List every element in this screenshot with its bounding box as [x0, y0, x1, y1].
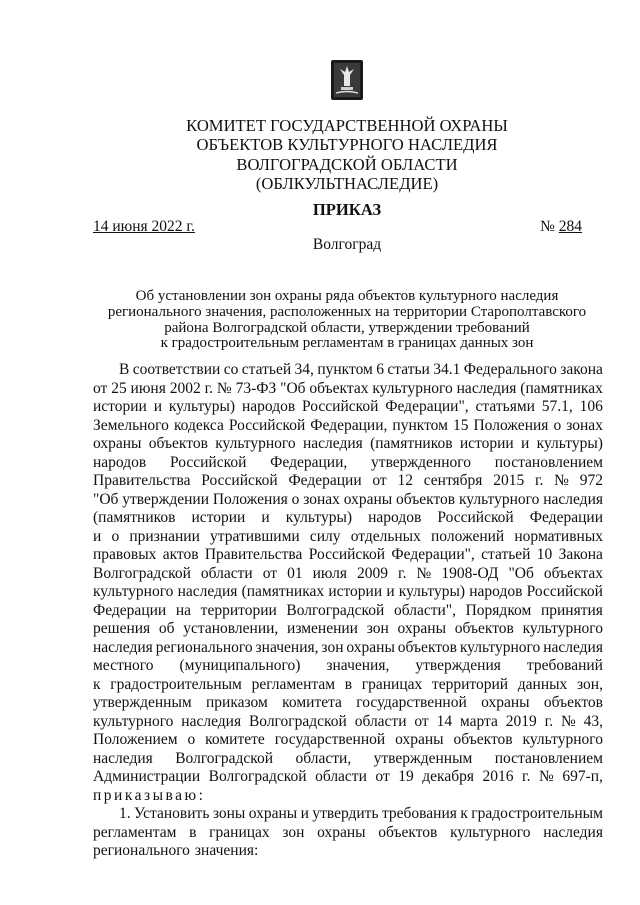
body-word: 12	[397, 472, 413, 489]
body-line	[93, 731, 603, 750]
body-word: области	[354, 712, 407, 730]
body-word: актов	[162, 546, 199, 563]
body-word: 106	[579, 398, 603, 415]
body-word: и	[521, 435, 530, 452]
body-word: зон	[282, 823, 305, 841]
body-word: культурного	[93, 583, 174, 600]
body-word: границах	[209, 823, 270, 841]
body-word: культурного	[522, 731, 603, 748]
body-line	[93, 491, 603, 510]
body-word: о	[291, 490, 300, 508]
body-word: утратившими	[210, 527, 300, 545]
body-word: культуры)	[398, 583, 466, 600]
body-word: регламентам	[251, 675, 336, 693]
body-word: постановлением	[494, 453, 603, 471]
body-word: Волгоградской	[286, 601, 385, 619]
body-line	[93, 805, 603, 824]
body-word: №	[216, 379, 232, 397]
body-word: культурного	[522, 620, 603, 637]
body-word: наследия	[177, 583, 238, 600]
body-word: народов	[368, 509, 422, 526]
body-word: народов	[241, 398, 296, 415]
body-word: объектов	[397, 638, 457, 656]
body-line	[93, 824, 603, 843]
body-word: Федерации	[529, 509, 603, 526]
body-word: народов	[93, 453, 147, 471]
body-word: наследия	[93, 749, 153, 767]
body-word: "Об	[280, 379, 306, 397]
body-word: регионального	[155, 638, 253, 656]
body-word: постановлением	[494, 749, 603, 767]
body-word: пунктом	[392, 416, 448, 434]
body-word: (памятниках	[520, 379, 603, 397]
body-word: Российской	[228, 416, 306, 434]
body-word: о	[187, 731, 196, 748]
body-word: утверждении	[122, 490, 209, 508]
body-word: Волгоградской	[93, 564, 191, 582]
body-word: объектах	[309, 379, 369, 397]
body-word: культурного	[372, 379, 453, 397]
body-word: истории	[328, 583, 383, 600]
body-word: утверждения	[415, 657, 501, 674]
body-word: и	[300, 805, 309, 822]
body-word: (памятников	[93, 509, 176, 526]
body-word: №	[560, 712, 576, 730]
body-word: №	[416, 564, 432, 582]
body-word: территорий	[431, 675, 509, 693]
document-body	[93, 361, 603, 861]
body-word: зон	[366, 620, 389, 637]
body-word: Российской	[302, 398, 379, 415]
body-word: Российской	[169, 453, 247, 471]
body-word: Федерации	[93, 601, 167, 619]
body-word: приказом	[206, 694, 268, 711]
body-word: 01	[287, 564, 303, 582]
body-word: (памятниках	[241, 583, 325, 600]
body-line	[93, 380, 603, 399]
body-word: 15	[452, 416, 469, 434]
body-word: 73-ФЗ	[235, 379, 277, 397]
body-word: культурного	[450, 823, 531, 841]
body-word: от	[262, 564, 278, 582]
body-line	[93, 676, 603, 695]
body-word: статьей	[481, 546, 531, 563]
body-word: области,	[295, 749, 352, 767]
body-word: г.	[544, 712, 554, 730]
body-word: "Об	[508, 564, 534, 582]
body-word: зонах	[303, 490, 340, 508]
body-word: №	[539, 768, 554, 785]
body-word: Положения	[473, 416, 549, 434]
body-word: культурного	[459, 638, 541, 656]
body-word: 972	[579, 472, 603, 489]
body-word: Закона	[558, 546, 603, 563]
body-line	[93, 528, 603, 547]
body-word: в	[189, 823, 197, 841]
body-word: установлении,	[183, 620, 279, 637]
body-word: 2016	[482, 768, 514, 785]
body-word: охраны	[397, 620, 446, 637]
org-line: ВОЛГОГРАДСКОЙ ОБЛАСТИ	[236, 154, 458, 174]
body-word: объектах	[543, 564, 603, 582]
body-word: наследия	[543, 638, 603, 656]
body-word: градостроительным	[110, 675, 242, 693]
document-number	[540, 218, 582, 236]
body-word: (муниципального)	[179, 657, 301, 674]
body-word: со	[223, 361, 239, 378]
body-word: статьи	[387, 361, 430, 378]
org-line: ОБЪЕКТОВ КУЛЬТУРНОГО НАСЛЕДИЯ	[196, 135, 498, 155]
body-word: объектов	[543, 694, 603, 711]
body-word: сентября	[423, 472, 483, 489]
body-word: Российской	[308, 546, 386, 563]
body-word: Федерации",	[391, 546, 475, 563]
org-line: (ОБЛКУЛЬТНАСЛЕДИЕ)	[255, 173, 439, 193]
body-word: местного	[93, 657, 154, 674]
body-word: об	[158, 620, 175, 637]
body-word: на	[175, 601, 192, 619]
body-word: приказываю:	[93, 786, 206, 804]
body-word: зон,	[577, 675, 603, 693]
body-word: 57.1,	[541, 398, 573, 415]
body-word: и	[261, 509, 270, 526]
body-word: государственной	[356, 694, 467, 711]
body-word: и	[93, 527, 102, 545]
body-word: утвержденным	[93, 694, 192, 711]
body-word: июля	[312, 564, 347, 582]
body-word: 697-п,	[562, 768, 603, 785]
body-word: 2009	[356, 564, 388, 582]
body-word: г.	[522, 768, 531, 785]
body-word: соответствии	[132, 361, 221, 378]
body-word: данных	[517, 675, 568, 693]
body-line	[93, 398, 603, 417]
body-word: культуры)	[536, 435, 603, 452]
body-line	[93, 417, 603, 436]
body-word: Земельного	[93, 416, 169, 434]
body-word: зон	[321, 638, 344, 656]
body-word: наследия	[93, 638, 153, 656]
body-word: охраны	[346, 638, 395, 656]
body-word: государственной	[274, 731, 386, 748]
body-word: о	[111, 527, 120, 545]
body-line	[93, 768, 603, 787]
body-word: к	[460, 805, 468, 822]
body-word: 1.	[119, 805, 131, 822]
body-word: Федерации,	[310, 416, 388, 434]
body-word: охраны	[93, 435, 142, 452]
body-line	[93, 565, 603, 584]
body-word: пунктом	[317, 361, 373, 378]
body-word: 34.1	[433, 361, 461, 378]
body-word: в	[344, 675, 353, 693]
body-word: комитета	[282, 694, 342, 711]
body-word: Российской	[201, 472, 278, 489]
body-word: культурного	[215, 435, 296, 452]
body-word: объектов	[396, 490, 456, 508]
body-line	[93, 583, 603, 602]
body-word: истории	[93, 398, 147, 415]
body-word: зонах	[566, 416, 603, 434]
body-word: утвержденного	[371, 453, 471, 471]
body-word: Федерации	[288, 472, 362, 489]
body-line	[93, 750, 603, 769]
body-word: наследия	[456, 379, 517, 397]
body-word: от	[372, 472, 387, 489]
body-word: кодекса	[173, 416, 224, 434]
body-word: значения:	[194, 842, 259, 859]
subject-line: района Волгоградской области, утверждении требований	[164, 319, 530, 336]
body-word: Российской	[437, 509, 514, 526]
body-word: июня	[130, 379, 166, 397]
body-word: 10	[536, 546, 553, 563]
body-word: положений	[431, 527, 505, 545]
body-word: регламентам	[93, 823, 177, 841]
body-word: принятия	[540, 601, 603, 619]
body-line	[93, 361, 603, 380]
body-word: требования	[381, 805, 457, 822]
body-line	[93, 602, 603, 621]
body-word: культурного	[93, 712, 174, 730]
body-word: 19	[398, 768, 414, 785]
body-word: Положения	[212, 490, 288, 508]
body-word: 14	[436, 712, 453, 730]
document-date: 14 июня 2022 г.	[93, 218, 195, 235]
body-word: культуры)	[285, 509, 353, 526]
document-subject	[90, 289, 604, 352]
body-word: и	[386, 583, 395, 600]
body-word: наследия	[302, 435, 363, 452]
body-word: утвержденным	[373, 749, 473, 767]
body-word: объектов	[148, 435, 208, 452]
body-word: 2015	[493, 472, 525, 489]
body-word: охраны	[343, 490, 393, 508]
body-word: значения,	[255, 638, 319, 656]
body-word: Волгоградской	[248, 712, 347, 730]
body-word: "Об	[93, 490, 119, 508]
body-word: объектов	[454, 620, 514, 637]
body-word: охраны	[248, 805, 298, 822]
body-word: Положением	[93, 731, 178, 748]
body-word: объектов	[378, 823, 438, 841]
body-line	[93, 842, 603, 861]
body-word: 2019	[505, 712, 537, 730]
number-sign: №	[540, 218, 555, 235]
body-word: зоны	[212, 805, 246, 822]
body-word: 43,	[583, 712, 603, 730]
body-line	[93, 509, 603, 528]
body-word: охраны	[481, 694, 530, 711]
body-word: градостроительным	[471, 805, 603, 822]
body-line	[93, 472, 603, 491]
body-line	[93, 639, 603, 658]
body-word: области",	[393, 601, 456, 619]
body-word: №	[554, 472, 569, 489]
body-line	[93, 454, 603, 473]
body-word: к	[93, 675, 101, 693]
body-line	[93, 546, 603, 565]
body-word: наследия	[543, 823, 603, 841]
body-word: правовых	[93, 546, 157, 563]
body-word: культурного	[458, 490, 540, 508]
body-word: марта	[459, 712, 498, 730]
body-word: 1908-ОД	[441, 564, 499, 582]
body-word: закона	[560, 361, 603, 378]
subject-line: регионального значения, расположенных на территории Старополтавского	[107, 303, 587, 320]
body-word: г.	[204, 379, 214, 397]
body-word: силу	[309, 527, 341, 545]
body-word: статьями	[475, 398, 535, 415]
subject-line: к градостроительным регламентам в границах данных зон	[160, 335, 534, 352]
body-word: Порядком	[465, 601, 532, 619]
body-word: требований	[526, 657, 603, 674]
body-word: истории	[459, 435, 514, 452]
body-word: (памятников	[370, 435, 453, 452]
body-word: В	[119, 361, 130, 378]
body-word: г.	[398, 564, 407, 582]
body-word: территории	[200, 601, 277, 619]
body-word: истории	[191, 509, 246, 526]
body-word: Волгоградской	[208, 768, 307, 785]
body-word: Администрации	[93, 768, 201, 785]
body-word: культуры)	[168, 398, 236, 415]
body-word: декабря	[422, 768, 474, 785]
body-word: охраны	[395, 731, 444, 748]
body-word: области	[200, 564, 253, 582]
document-type: ПРИКАЗ	[312, 200, 382, 219]
body-word: от	[414, 712, 429, 730]
body-word: статьей	[241, 361, 292, 378]
body-word: от	[93, 379, 108, 397]
document-city: Волгоград	[312, 236, 382, 253]
body-word: 25	[111, 379, 127, 397]
body-word: объектов	[453, 731, 513, 748]
subject-line: Об установлении зон охраны ряда объектов культурного наследия	[135, 288, 559, 304]
body-word: признании	[129, 527, 200, 545]
body-word: значения,	[326, 657, 390, 674]
body-word: области	[315, 768, 367, 785]
body-word: 2002	[169, 379, 201, 397]
body-word: решения	[93, 620, 151, 637]
body-word: Правительства	[93, 472, 191, 489]
body-word: от	[375, 768, 390, 785]
body-word: утвердить	[312, 805, 379, 822]
org-line: КОМИТЕТ ГОСУДАРСТВЕННОЙ ОХРАНЫ	[186, 116, 508, 135]
body-word: г.	[534, 472, 544, 489]
number-value: 284	[558, 218, 582, 235]
body-word: регионального	[93, 842, 190, 859]
body-word: границах	[361, 675, 423, 693]
body-word: о	[553, 416, 562, 434]
body-word: Установить	[134, 805, 210, 822]
organization-name	[150, 116, 544, 193]
body-word: Волгоградской	[175, 749, 274, 767]
body-word: Российской	[526, 583, 603, 600]
body-word: отдельных	[350, 527, 421, 545]
body-word: Федерации,	[270, 453, 348, 471]
body-word: Федерального	[463, 361, 557, 378]
body-word: наследия	[181, 712, 242, 730]
body-line	[93, 657, 603, 676]
body-word: Федерации",	[385, 398, 469, 415]
body-word: охраны	[317, 823, 366, 841]
body-word: народов	[469, 583, 523, 600]
body-word: изменении	[287, 620, 358, 637]
body-word: комитете	[205, 731, 265, 748]
body-word: нормативных	[514, 527, 603, 545]
body-word: наследия	[543, 490, 603, 508]
body-word: Правительства	[204, 546, 303, 563]
body-line	[93, 787, 603, 806]
body-line	[93, 435, 603, 454]
body-line	[93, 713, 603, 732]
body-line	[93, 620, 603, 639]
body-line	[93, 694, 603, 713]
body-word: 6	[376, 361, 384, 378]
body-word: 34,	[294, 361, 314, 378]
body-word: и	[153, 398, 162, 415]
volgograd-emblem-icon	[331, 60, 363, 100]
